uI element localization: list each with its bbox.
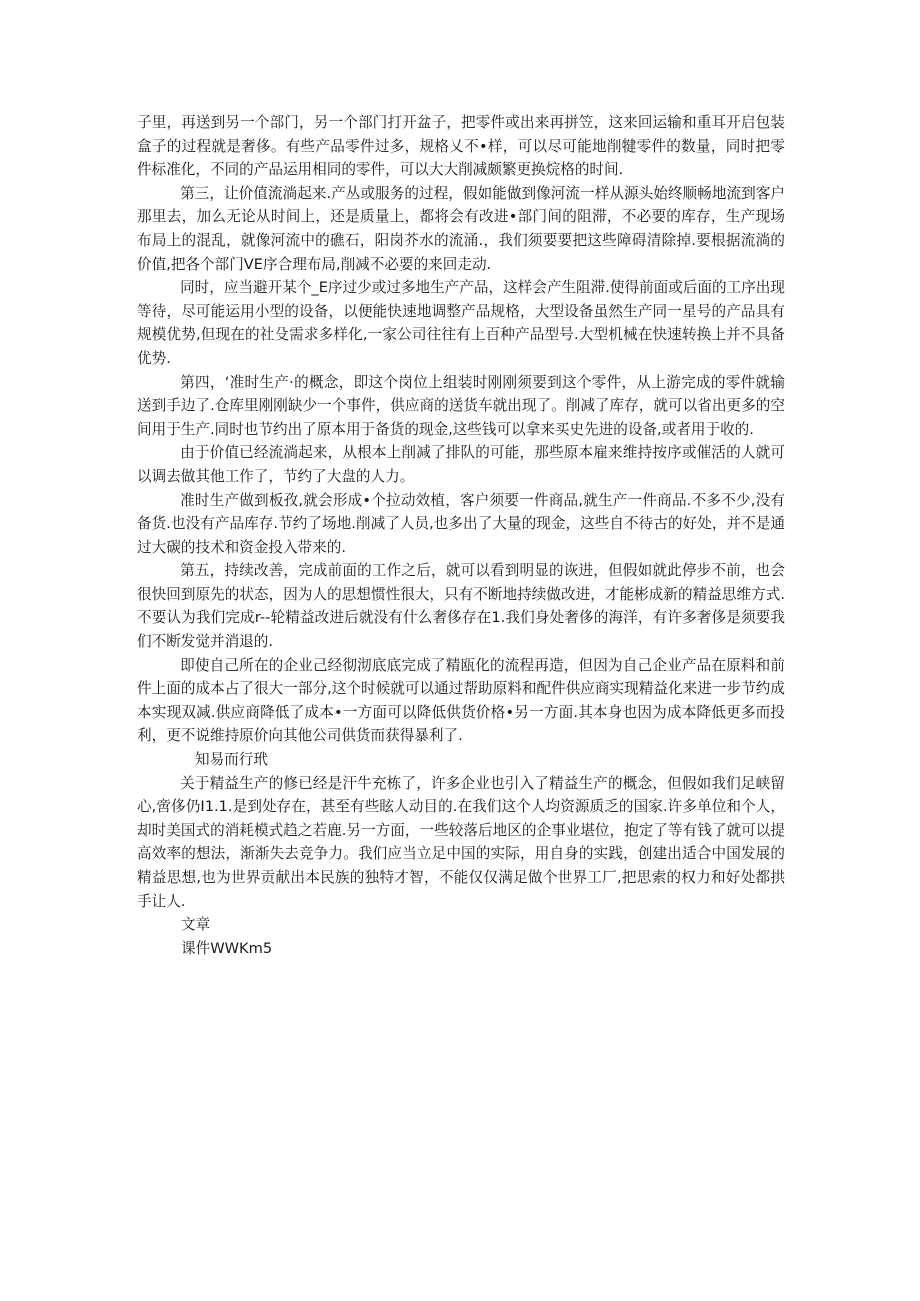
- paragraph-continuation: 子里，再送到另一个部门，另一个部门打开盆子，把零件或出来再拼笠，这来回运输和重耳开启包装盒子的过程就是奢侈。有些产品零件过多，规格乂不•样，可以尽可能地削犍零件的数量，同时把零件标准化，不同的产品运用相同的零件，可以大大削减颇繁更换烷格的时间.: [137, 114, 785, 179]
- paragraph-process-balance: 同时，应当避开某个_E序过少或过多地生产产品，这样会产生阻滞.使得前面或后面的工序出现等待，尽可能运用小型的设备，以便能快速地调整产品规格，大型设备虽然生产同一星号的产品具有规模优势,但现在的社殳需求多样化,一家公司往往有上百种产品型号.大型机械在快速转换上并不具备优势.: [137, 279, 785, 367]
- paragraph-closing: 关于精益生产的修已经是汗牛充栋了，许多企业也引入了精益生产的概念，但假如我们足峡留心,啻侈仍I1.1.是到处存在，甚至有些眩人动目的.在我们这个人均资源质乏的国家.许多单位和个人，却时美国式的消耗模式趋之若鹿.另一方面，一些较落后地区的企事业堪位，抱定了等有钱了就可以提高效率的想法，渐渐失去竞争力。我们应当立足中国的实际，用自身的实践，创建出适合中国发展的精益思想,也为世界贡献出本民族的独特才智，不能仅仅满足做个世界工厂,把思索的权力和好处都拱手让人.: [137, 774, 785, 910]
- paragraph-pull-effect: 准时生产做到板孜,就会形成•个拉动效植，客户须要一件商品,就生产一件商品.不多不少,没有备货.也没有产品库存.节约了场地.削减了人员,也多出了大量的现金，这些自不待古的好处，并不是通过大碳的技术和资金投入带来的.: [137, 491, 785, 556]
- paragraph-fifth-point: 第五，持续改善，完成前面的工作之后，就可以看到明显的诙进，但假如就此停步不前，也会很快回到原先的状态，因为人的思想惯性很大，只有不断地持续做改进，才能彬成新的精益思维方式.不要认为我们完成r--轮精益改进后就没有什么奢侈存在1.我们身处奢侈的海洋，有许多奢侈是须要我们不断发觉并消退的.: [137, 562, 785, 651]
- section-heading: 知易而行玳: [195, 751, 268, 769]
- paragraph-fourth-point: 第四，‘准时生产·的概念，即这个岗位上组装时刚刚须要到这个零件，从上游完成的零件就输送到手边了.仓库里刚刚缺少一个事件，供应商的送货车就出现了。削减了库存，就可以省出更多的空间用于生产.同时也节约出了原本用于备货的现金,这些钱可以拿来买史先进的设备,或者用于收的.: [137, 373, 785, 438]
- paragraph-third-point: 第三，让价值流淌起来.产丛或服务的过程，假如能做到像河流一样从源头始终顺畅地流到客户那里去，加么无论从时间上，还是质量上，都将会有改进•部门间的阻滞，不必要的库存，生产现场布局上的混乱，就像河流中的礁石，阳岗芥水的流涌.，我们须要要把这些障碍清除掉.要根据流淌的价值,把各个部门VE序合理布局,削减不必要的来回走动.: [137, 184, 785, 273]
- paragraph-queue-reduction: 由于价值已经流淌起来，从根本上削减了排队的可能，那些原本雇来维持按序或催活的人就可以调去做其他工作了，节约了大盘的人力。: [137, 444, 785, 485]
- footer-line-courseware: 课件WWKm5: [181, 939, 273, 957]
- footer-line-article: 文章: [181, 916, 211, 934]
- paragraph-supplier-lean: 即使自己所在的企业己经彻沏底底完成了精瓯化的流程再造，但因为自己企业产品在原料和前件上面的成本占了很大一部分,这个时候就可以通过帮助原料和配件供应商实现精益化来进一步节约成本实现双减.供应商降低了成本•一方面可以降低供货价格•另一方面.其本身也因为成本降低更多而投利，更不说维持原价向其他公司供货而获得暴利了.: [137, 656, 785, 745]
- document-body: [137, 111, 785, 960]
